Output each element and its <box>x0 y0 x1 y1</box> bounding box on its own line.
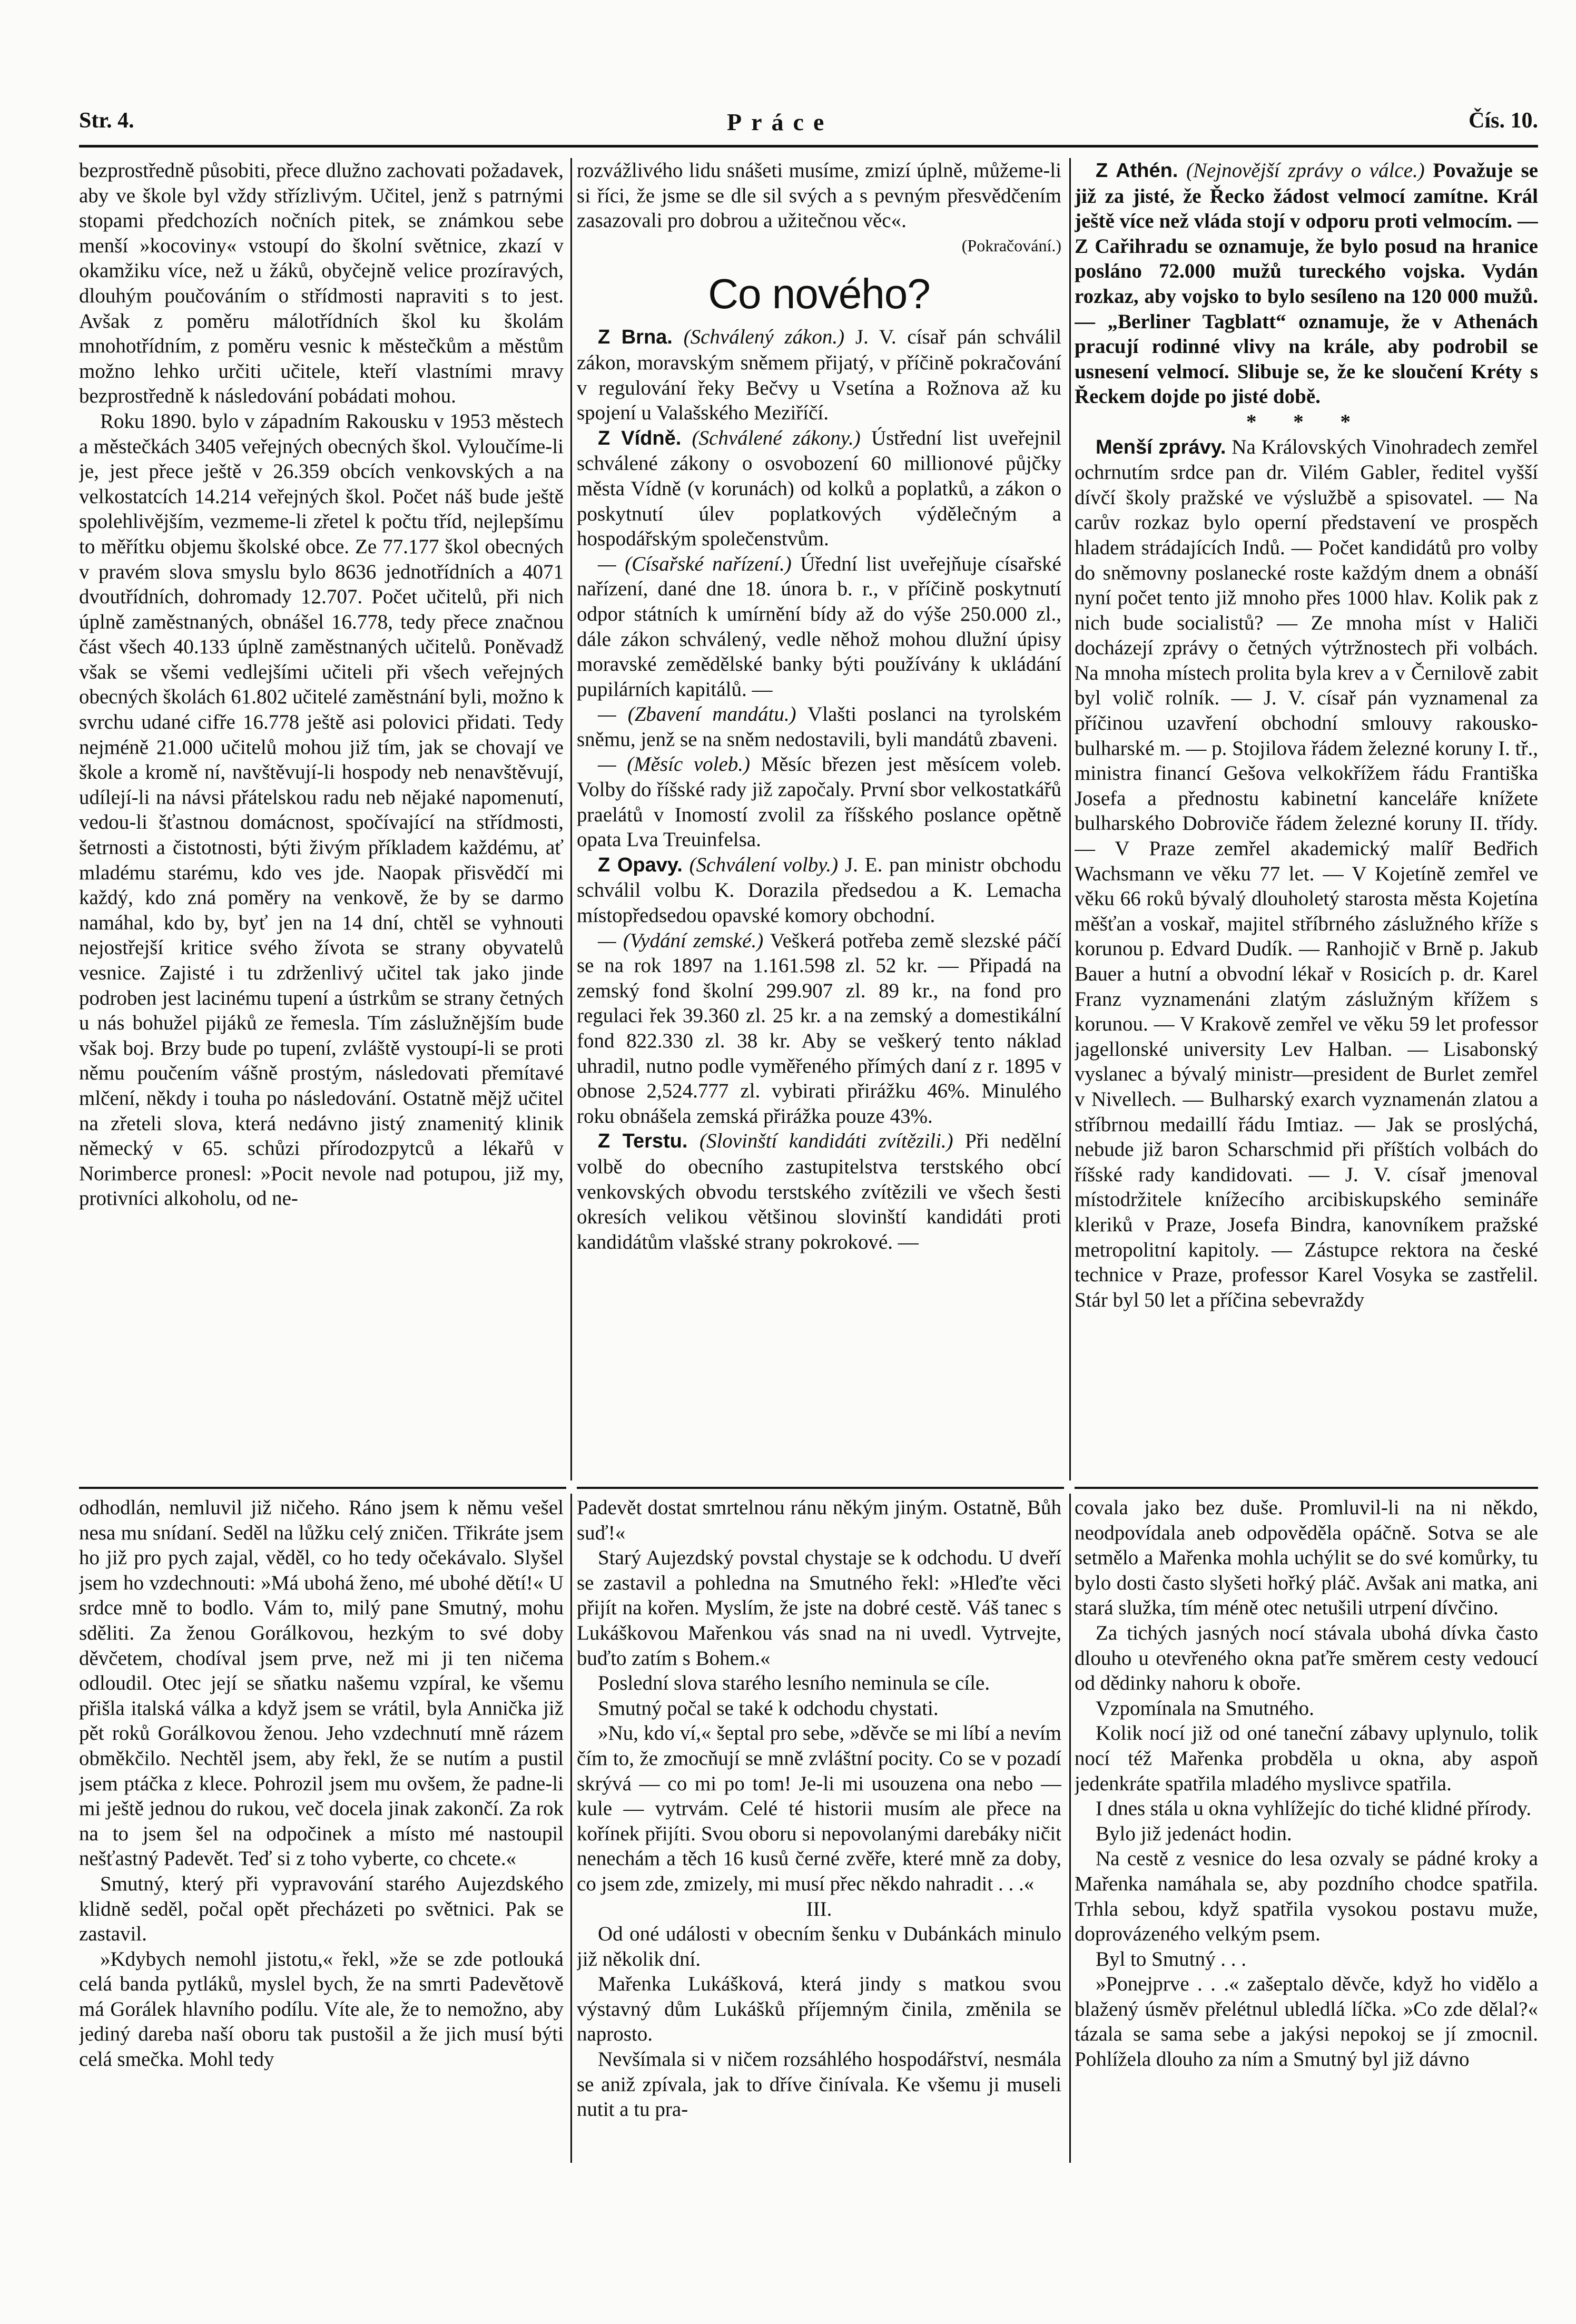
column-divider <box>570 158 572 1480</box>
header-rule <box>79 145 1538 148</box>
paragraph: Roku 1890. bylo v západním Rakousku v 1953 městech a městečkách 3405 veřejných obecných škol. Vyloučíme-li je, jest přece ještě v 26.359 obcích venkovských a na velkostatcích 14.214 veřejných škol. Počet náš bude ještě spolehlivějším, vezmeme-li zřetel k počtu tříd, nejlepšímu to měřítku objemu školské obce. Ze 77.177 škol obecných v pravém slova smyslu bylo 8636 jednotřídních a 4071 dvoutřídních, dohromady 12.707. Počet učitelů, při nich úplně zaměstnaných, obnášel 16.778, tedy přece značnou část všech 40.133 úplně zaměstnaných učitelů. Poněvadž však se všemi vedlejšími učiteli při všech veřejných obecných školách 61.802 učitelé zaměstnání byli, možno k svrchu udané cifře 16.778 ještě asi polovici přidati. Tedy nejméně 21.000 učitelů mohou již tím, jak se chovají ve škole a kromě ní, navštěvují-li hospody neb nenavštěvují, udílejí-li na návsi přátelskou radu neb nějaké napomenutí, vedou-li šťastnou domácnost, spočívající na střídmosti, šetrnosti a čistotnosti, býti živým příkladem každému, ať mladému starému, kdo ves jde. Naopak přisvědčí mi každý, kdo zná poměry na venkově, že by se darmo namáhal, kdo by, byť jen na 14 dní, chtěl se vyhnouti nejostřejší kritice svého žívota se strany obyvatelů vesnice. Zajisté i tu zdrženlivý učitel tak jako jinde podroben jest lacinému tupení a ústrkům se strany četných u nás bohužel pijáků ze řemesla. Tím záslužnějším bude však boj. Brzy bude po tupení, zvláště vystoupí-li se proti němu poučením vášně prostým, následovati přemítavé mlčení, někdy i touha po následování. Ostatně mějž učitel na zřeteli slova, která nedávno jistý znamenitý klinik německý v 65. schůzi přírodozpytců a lékařů v Norimberce pronesl: »Pocit nevole nad potupou, již my, protivníci alkoholu, od ne- <box>79 409 564 1210</box>
paragraph: Poslední slova starého lesního neminula se cíle. <box>598 1672 990 1695</box>
news-item-viden: Z Vídně. (Schválené zákony.) Ústřední list uveřejnil schválené zákony o osvobození 60 millionové půjčky města Vídně (v korunách) od kolků a poplatků, a zákon o poskytnutí úlev poplatkových výdělečným a hospodářským společenstvům. <box>577 426 1061 551</box>
paragraph: rozvážlivého lidu snášeti musíme, zmizí úplně, můžeme-li si říci, že jsme se dle sil svých a s pevným přesvědčením zasazovali pro dobrou a užitečnou věc«. <box>577 159 1061 232</box>
paragraph: »Nu, kdo ví,« šeptal pro sebe, »děvče se mi líbí a nevím čím to, že zmocňují se mně zvláštní pocity. Co se v pozadí skrývá — co mi po tom! Je-li mi usouzena ona nebo — kule — vytrvám. Celé té historii musím ale přece na kořínek přijíti. Svou oboru si nepovolanými darebáky ničit nenechám a těch 16 kusů černé zvěře, které mně za doby, co jsem zde, zmizely, mi musí přec někdo nahradit . . .« <box>577 1722 1061 1895</box>
feuilleton-column-3 <box>1075 1495 1538 2162</box>
paragraph: covala jako bez duše. Promluvil-li na ni někdo, neodpovídala aneb odpověděla opáčně. Sotva se ale setmělo a Mařenka mohla uchýlit se do své komůrky, tu bylo dosti často slyšeti hořký pláč. Avšak ani matka, ani stará služka, tím méně otec netušili utrpení dívčino. <box>1075 1496 1538 1620</box>
news-item-viden-2: — (Císařské nařízení.) Úřední list uveřejňuje císařské nařízení, dané dne 18. února b. r., v příčině poskytnutí odpor státních k umírnění bídy až do výše 250.000 zl., dále zákon schválený, vedle něhož mohou dlužní úpisy moravské zemědělské banky býti používány k ukládání pupilárních kapitálů. — <box>577 552 1061 701</box>
news-item-viden-3: — (Zbavení mandátu.) Vlašti poslanci na tyrolském sněmu, jenž se na sněm nedostavili, byli mandátů zbaveni. <box>577 703 1061 751</box>
paragraph: I dnes stála u okna vyhlížejíc do tiché klidné přírody. <box>1096 1797 1532 1820</box>
article-column-1 <box>79 158 564 1482</box>
section-rule <box>79 1487 566 1489</box>
news-item-minor: Menší zprávy. Na Královských Vinohradech zemřel ochrnutím srdce pan dr. Vilém Gabler, ředitel vyšší dívčí školy pražské ve výslužbě a spisovatel. — Na carův rozkaz bylo operní představení ve prospěch hladem strádajících Indů. — Počet kandidátů pro volby do sněmovny poslanecké roste každým dnem a obnáší nyní počet tento již mnoho přes 1000 hlav. Kolik pak z nich bude socialistů? — Ze mnoha míst v Haliči docházejí zprávy o četných výtržnostech při volbách. Na mnoha místech prolita byla krev a v Černilově zabit byl volič rolník. — J. V. císař pán vyznamenal za příčinou uzavření obchodní smlouvy rakousko-bulharské m. — p. Stojilova řádem železné koruny I. tř., ministra financí Gešova velkokřížem řádu Františka Josefa a přednostu kabinetní kanceláře knížete bulharského Dobroviče řádem železné koruny II. třídy. — V Praze zemřel akademický malíř Bedřich Wachsmann ve věku 77 let. — V Kojetíně zemřel ve věku 66 roků bývalý dlouholetý starosta města Kojetína měšťan a voskař, majitel stříbrného záslužného kříže s korunou p. Edvard Dudík. — Ranhojič v Brně p. Jakub Bauer a hutní a obvodní lékař v Rosicích p. dr. Karel Franz vyznamenáni zlatým záslužným křížem s korunou. — V Krakově zemřel ve věku 59 let professor jagellonské university Lev Halban. — Lisabonský vyslanec a bývalý ministr—president de Burlet zemřel v Nivellech. — Bulharský exarch vyznamenán zlatou a stříbrnou medaillí řádu Imtiaz. — Jak se proslýchá, nebude již baron Scharschmid při příštích volbách do říšské rady kandidovati. — J. V. císař jmenoval místodržitele knížecího arcibiskupského semináře kleriků v Praze, Josefa Bindra, kanovníkem pražské metropolitní kapitoly. — Zástupce rektora na české technice v Praze, professor Karel Vosyka se zastřelil. Stár byl 50 let a příčina sebevraždy <box>1075 435 1538 1311</box>
news-item-terst: Z Terstu. (Slovinští kandidáti zvítězili.) Při nedělní volbě do obecního zastupitelstva terstského obcí venkovských obvodu terstského zvítězili ve všech šesti okresích velikou většinou slovinští kandidáti proti kandidátům vlašské strany pokrokové. — <box>577 1130 1061 1253</box>
paragraph: Od oné události v obecním šenku v Dubánkách minulo již několik dní. <box>577 1923 1061 1970</box>
paragraph: Padevět dostat smrtelnou ránu někým jiným. Ostatně, Bůh suď!« <box>577 1496 1061 1544</box>
paragraph: Smutný počal se také k odchodu chystati. <box>598 1697 939 1720</box>
column-divider <box>1069 158 1071 1480</box>
column-divider <box>1069 1494 1071 2163</box>
news-item-athen: Z Athén. (Nejnovější zprávy o válce.) Považuje se již za jisté, že Řecko žádost velmocí zamítne. Král ještě více než vláda stojí v odporu proti velmocím. — Z Cařihradu se oznamuje, že bylo posud na hranice posláno 72.000 mužů tureckého vojska. Vydán rozkaz, aby vojsko to bylo sesíleno na 120 000 mužů. — „Berliner Tagblatt“ oznamuje, že v Athenách pracují rodinné vlivy na krále, aby podrobil se usnesení velmocí. Slibuje se, že ke sloučení Kréty s Řeckem dojde po jisté době. <box>1075 159 1538 408</box>
feuilleton-column-1 <box>79 1495 564 2162</box>
issue-number: Čís. 10. <box>1469 109 1538 133</box>
paragraph: bezprostředně působiti, přece dlužno zachovati požadavek, aby ve škole byl vždy střízlivým. Učitel, jenž s patrnými stopami předchozích nočních pitek, se známkou sebe menší »kocoviny« vstoupí do školní světnice, zkazí v okamžiku více, než u žáků, obyčejně velice prozíravých, dlouhým poučováním o střídmosti napraviti s to jest. Avšak z poměru málotřídních škol ku školám mnohotřídním, z poměru vesnic k městečkům a městům možno lehko určiti učitele, kteří vlastními mravy bezprostředně k následování pobádati mohou. <box>79 159 564 408</box>
continuation-note: (Pokračování.) <box>961 236 1061 255</box>
paragraph: Vzpomínala na Smutného. <box>1096 1697 1314 1720</box>
paragraph: Kolik nocí již od oné taneční zábavy uplynulo, tolik nocí též Mařenka probděla u okna, aby aspoň jedenkráte spatřila mladého myslivce spatřila. <box>1075 1722 1538 1795</box>
page-header <box>79 108 1538 145</box>
chapter-number: III. <box>806 1897 832 1920</box>
section-rule <box>577 1487 1064 1489</box>
column-divider <box>570 1494 572 2163</box>
news-item-opava-2: — (Vydání zemské.) Veškerá potřeba země slezské páčí se na rok 1897 na 1.161.598 zl. 52 kr. — Připadá na zemský fond školní 299.907 zl. 89 kr., na fond pro regulaci řek 39.360 zl. 25 kr. a na zemský a domestikální fond 822.330 zl. 38 kr. Aby se veškerý tento náklad uhradil, nutno podle vyměřeného přímých daní z r. 1895 v obnose 2,524.777 zl. vybirati přirážku 46%. Minulého roku obnášela zemská přirážka pouze 43%. <box>577 929 1061 1127</box>
paragraph: odhodlán, nemluvil již ničeho. Ráno jsem k němu vešel nesa mu snídaní. Seděl na lůžku celý zničen. Třikráte jsem ho již pro pych zajal, věděl, co ho tedy očekávalo. Slyšel jsem ho vzdechnouti: »Má ubohá ženo, mé ubohé dětí!« U srdce mně to bodlo. Vám to, milý pane Smutný, mohu sděliti. Za ženou Gorálkovou, hezkým to své doby děvčetem, chodíval jsem prve, než mi ji ten ničema odloudil. Otec její se sňatku našemu vzpíral, ke všemu přišla italská válka a když jsem se vrátil, byla Annička již pět roků Gorálkovou ženou. Jeho vzdechnutí mně rázem obměkčilo. Nechtěl jsem, aby řekl, že se nutím a pustil jsem ptáčka z klece. Pohrozil jsem mu ovšem, že padne-li mi ještě jednou do rukou, več docela jinak zakončí. Za rok na to jsem šel na odpočinek a místo mé nastoupil nešťastný Padevět. Teď si z toho vyberte, co chcete.« <box>79 1496 564 1870</box>
paragraph: Byl to Smutný . . . <box>1096 1947 1247 1970</box>
paragraph: »Kdybych nemohl jistotu,« řekl, »že se zde potlouká celá banda pytláků, myslel bych, že na smrti Padevětově má Gorálek hlavního podílu. Víte ale, že to nemožno, aby jediný dareba naší oboru tak pustošil a že jich musí býti celá smečka. Mohl tedy <box>79 1947 564 2071</box>
paragraph: Bylo již jedenáct hodin. <box>1096 1822 1292 1845</box>
news-column-2 <box>577 158 1061 1482</box>
paragraph: Smutný, který při vypravování starého Aujezdského klidně seděl, počal opět přecházeti po světnici. Pak se zastavil. <box>79 1872 564 1946</box>
page-number: Str. 4. <box>79 109 134 133</box>
newspaper-title: Práce <box>727 109 834 135</box>
news-item-brno: Z Brna. (Schválený zákon.) J. V. císař pán schválil zákon, moravským sněmem přijatý, v příčině pokračování v regulování řeky Bečvy u Vsetína a Rožnova až ku spojení u Valašského Meziříčí. <box>577 326 1061 425</box>
paragraph: Mařenka Lukášková, která jindy s matkou svou výstavný dům Lukášků příjemným činila, změnila se naprosto. <box>577 1973 1061 2046</box>
news-item-opava: Z Opavy. (Schválení volby.) J. E. pan ministr obchodu schválil volbu K. Dorazila předsedou a K. Lemacha místopředsedou opavské komory obchodní. <box>577 853 1061 927</box>
paragraph: Starý Aujezdský povstal chystaje se k odchodu. U dveří se zastavil a pohledna na Smutného řekl: »Hleďte věci přijít na kořen. Myslím, že jste na dobré cestě. Váš tanec s Lukáškovou Mařenkou vás snad na ni uvedl. Vytrvejte, buďto zatím s Bohem.« <box>577 1546 1061 1670</box>
section-separator: * * * <box>1246 410 1366 433</box>
paragraph: Nevšímala si v ničem rozsáhlého hospodářství, nesmála se aniž zpívala, jak to dříve činívala. Ke všemu ji museli nutit a tu pra- <box>577 2048 1061 2121</box>
paragraph: Na cestě z vesnice do lesa ozvaly se pádné kroky a Mařenka namáhala se, aby pozdního chodce spatřila. Trhla sebou, když spatřila vysokou postavu muže, doprovázeného velkým psem. <box>1075 1847 1538 1946</box>
paragraph: Za tichých jasných nocí stávala ubohá dívka často dlouho u otevřeného okna paťře směrem cesty vedoucí od dědinky nahoru k oboře. <box>1075 1621 1538 1695</box>
paragraph: »Ponejprve . . .« zašeptalo děvče, když ho vidělo a blažený úsměv přelétnul ubledlá líčka. »Co zde dělal?« tázala se sama sebe a jakýsi nepokoj se jí zmocnil. Pohlížela dlouho za ním a Smutný byl již dávno <box>1075 1973 1538 2071</box>
news-item-viden-4: — (Měsíc voleb.) Měsíc březen jest měsícem voleb. Volby do říšské rady již započaly. První sbor velkostatkářů praelátů v Inomostí zvolil za říšského poslance opětně opata Lva Treuinfelsa. <box>577 753 1061 851</box>
section-heading: Co nového? <box>708 270 930 318</box>
feuilleton-column-2 <box>577 1495 1061 2162</box>
news-column-3 <box>1075 158 1538 1482</box>
section-rule <box>1075 1487 1538 1489</box>
